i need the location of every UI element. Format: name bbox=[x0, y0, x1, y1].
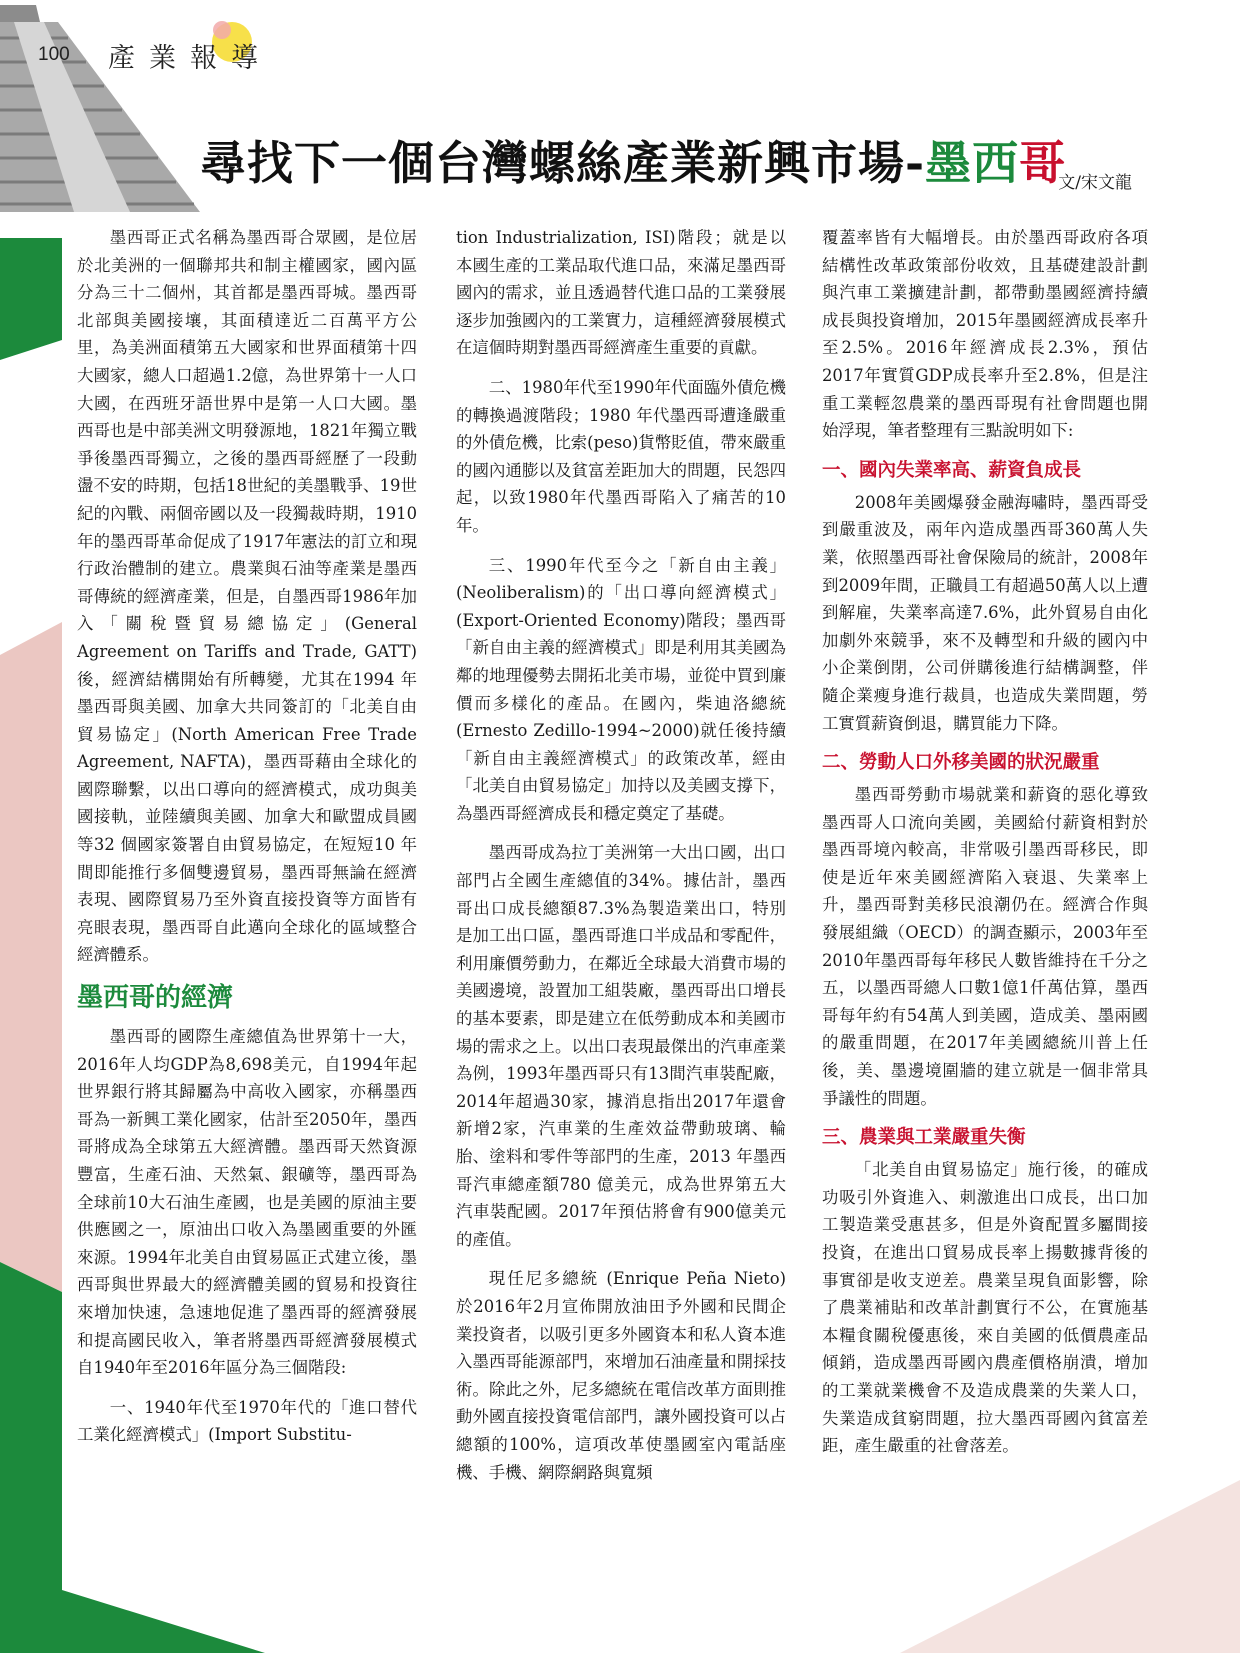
column-3 bbox=[822, 224, 1148, 1472]
page-number: 100 bbox=[38, 44, 70, 65]
pink-bottom-band bbox=[900, 1480, 1240, 1653]
paragraph: 三、1990年代至今之「新自由主義」(Neoliberalism)的「出口導向經濟模式」(Export-Oriented Economy)階段；墨西哥「新自由主義的經濟模式」即是利用其美國為鄰的地理優勢去開拓北美市場，並從中買到廉價而多樣化的產品。在國內，柴迪洛總統(Ernesto Zedillo-1994~2000)就任後持續「新自由主義經濟模式」的政策改革，經由「北美自由貿易協定」加持以及美國支撐下，為墨西哥經濟成長和穩定奠定了基礎。 bbox=[456, 555, 786, 823]
subsection-heading: 二、勞動人口外移美國的狀況嚴重 bbox=[822, 752, 1100, 774]
column-2 bbox=[456, 224, 786, 1498]
paragraph: tion Industrialization, ISI)階段；就是以本國生產的工業品取代進口品，來滿足墨西哥國內的需求，並且透過替代進口品的工業發展逐步加強國內的工業實力，這種經濟發展模式在這個時期對墨西哥經濟產生重要的貢獻。 bbox=[456, 228, 786, 358]
section-heading: 墨西哥的經濟 bbox=[77, 983, 234, 1014]
column-1 bbox=[77, 224, 417, 1461]
paragraph: 墨西哥成為拉丁美洲第一大出口國，出口部門占全國生產總值的34%。據估計，墨西哥出口成長總額87.3%為製造業出口，特別是加工出口區，墨西哥進口半成品和零配件，利用廉價勞動力，在鄰近全球最大消費市場的美國邊境，設置加工組裝廠，墨西哥出口增長的基本要素，即是建立在低勞動成本和美國市場的需求之上。以出口表現最傑出的汽車產業為例，1993年墨西哥只有13間汽車裝配廠，2014年超過30家，據消息指出2017年還會新增2家，汽車業的生產效益帶動玻璃、輪胎、塗料和零件等部門的生產，2013 年墨西哥汽車總產額780 億美元，成為世界第五大汽車裝配國。2017年預估將會有900億美元的產值。 bbox=[456, 843, 786, 1249]
paragraph: 墨西哥勞動市場就業和薪資的惡化導致墨西哥人口流向美國，美國給付薪資相對於墨西哥境內較高，非常吸引墨西哥移民，即使是近年來美國經濟陷入衰退、失業率上升，墨西哥對美移民浪潮仍在。經濟合作與發展組織（OECD）的調查顯示，2003年至2010年墨西哥每年移民人數皆維持在千分之五，以墨西哥總人口數1億1仟萬估算，墨西哥每年約有54萬人到美國，造成美、墨兩國的嚴重問題，在2017年美國總統川普上任後，美、墨邊境圍牆的建立就是一個非常具爭議性的問題。 bbox=[822, 785, 1148, 1108]
paragraph: 2008年美國爆發金融海嘯時，墨西哥受到嚴重波及，兩年內造成墨西哥360萬人失業，依照墨西哥社會保險局的統計，2008年到2009年間，正職員工有超過50萬人以上遭到解雇，失業率高達7.6%，此外貿易自由化加劇外來競爭，來不及轉型和升級的國內中小企業倒閉，公司併購後進行結構調整，伴隨企業瘦身進行裁員，也造成失業問題，勞工實質薪資倒退，購買能力下降。 bbox=[822, 492, 1148, 733]
subsection-heading: 三、農業與工業嚴重失衡 bbox=[822, 1127, 1026, 1149]
column-label: 產業報導 bbox=[108, 43, 272, 74]
pink-side-band bbox=[0, 622, 62, 1292]
paragraph: 墨西哥正式名稱為墨西哥合眾國，是位居於北美洲的一個聯邦共和制主權國家，國內區分為三十二個州，其首都是墨西哥城。墨西哥北部與美國接壤，其面積達近二百萬平方公里，為美洲面積第五大國家和世界面積第十四大國家，總人口超過1.2億，為世界第十一人口大國，在西班牙語世界中是第一人口大國。墨西哥也是中部美洲文明發源地，1821年獨立戰爭後墨西哥獨立，之後的墨西哥經歷了一段動盪不安的時期，包括18世紀的美墨戰爭、19世紀的內戰、兩個帝國以及一段獨裁時期，1910年的墨西哥革命促成了1917年憲法的訂立和現行政治體制的建立。農業與石油等產業是墨西哥傳統的經濟產業，但是，自墨西哥1986年加入「關稅暨貿易總協定」(General Agreement on Tariffs and Trade, GATT)後，經濟結構開始有所轉變，尤其在1994 年墨西哥與美國、加拿大共同簽訂的「北美自由貿易協定」(North American Free Trade Agreement, NAFTA)，墨西哥藉由全球化的國際聯繫，以出口導向的經濟模式，成功與美國接軌，並陸續與美國、加拿大和歐盟成員國等32 個國家簽署自由貿易協定，在短短10 年間即能推行多個雙邊貿易，墨西哥無論在經濟表現、國際貿易乃至外資直接投資等方面皆有亮眼表現，墨西哥自此邁向全球化的區域整合經濟體系。 bbox=[77, 228, 417, 965]
paragraph: 墨西哥的國際生產總值為世界第十一大，2016年人均GDP為8,698美元，自1994年起世界銀行將其歸屬為中高收入國家，亦稱墨西哥為一新興工業化國家，估計至2050年，墨西哥將成為全球第五大經濟體。墨西哥天然資源豐富，生產石油、天然氣、銀礦等，墨西哥為全球前10大石油生產國，也是美國的原油主要供應國之一，原油出口收入為墨國重要的外匯來源。1994年北美自由貿易區正式建立後，墨西哥與世界最大的經濟體美國的貿易和投資往來增加快速，急速地促進了墨西哥的經濟發展和提高國民收入，筆者將墨西哥經濟發展模式自1940年至2016年區分為三個階段: bbox=[77, 1027, 417, 1378]
author-byline: 文/宋文龍 bbox=[1058, 173, 1132, 193]
subsection-heading: 一、國內失業率高、薪資負成長 bbox=[822, 459, 1082, 481]
paragraph: 一、1940年代至1970年代的「進口替代工業化經濟模式」(Import Substitu- bbox=[77, 1397, 417, 1445]
paragraph: 現任尼多總統 (Enrique Peña Nieto) 於2016年2月宣佈開放油田予外國和民間企業投資者，以吸引更多外國資本和私人資本進入墨西哥能源部門，來增加石油產量和開採技術。除此之外，尼多總統在電信改革方面則推動外國直接投資電信部門，讓外國投資可以占總額的100%，這項改革使墨國室內電話座機、手機、網際網路與寬頻 bbox=[456, 1269, 786, 1482]
title-main: 尋找下一個台灣螺絲產業新興市場- bbox=[200, 135, 926, 190]
article-title bbox=[200, 127, 1066, 193]
title-green: 墨西 bbox=[925, 135, 1020, 190]
paragraph: 「北美自由貿易協定」施行後，的確成功吸引外資進入、刺激進出口成長，出口加工製造業受惠甚多，但是外資配置多屬間接投資，在進出口貿易成長率上揚數據背後的事實卻是收支逆差。農業呈現負面影響，除了農業補貼和改革計劃實行不公，在實施基本糧食關稅優惠後，來自美國的低價農產品傾銷，造成墨西哥國內農產價格崩潰，增加的工業就業機會不及造成農業的失業人口，失業造成貧窮問題，拉大墨西哥國內貧富差距，產生嚴重的社會落差。 bbox=[822, 1160, 1148, 1456]
paragraph: 覆蓋率皆有大幅增長。由於墨西哥政府各項結構性改革政策部份收效，且基礎建設計劃與汽車工業擴建計劃，都帶動墨國經濟持續成長與投資增加，2015年墨國經濟成長率升至2.5%。2016年經濟成長2.3%，預估2017年實質GDP成長率升至2.8%，但是注重工業輕忽農業的墨西哥現有社會問題也開始浮現，筆者整理有三點說明如下: bbox=[822, 228, 1148, 441]
title-red: 哥 bbox=[1019, 135, 1067, 190]
green-top-band bbox=[0, 238, 62, 360]
paragraph: 二、1980年代至1990年代面臨外債危機的轉換過渡階段；1980 年代墨西哥遭逢嚴重的外債危機，比索(peso)貨幣貶值，帶來嚴重的國內通膨以及貧富差距加大的問題，民怨四起，以致1980年代墨西哥陷入了痛苦的10年。 bbox=[456, 377, 786, 535]
